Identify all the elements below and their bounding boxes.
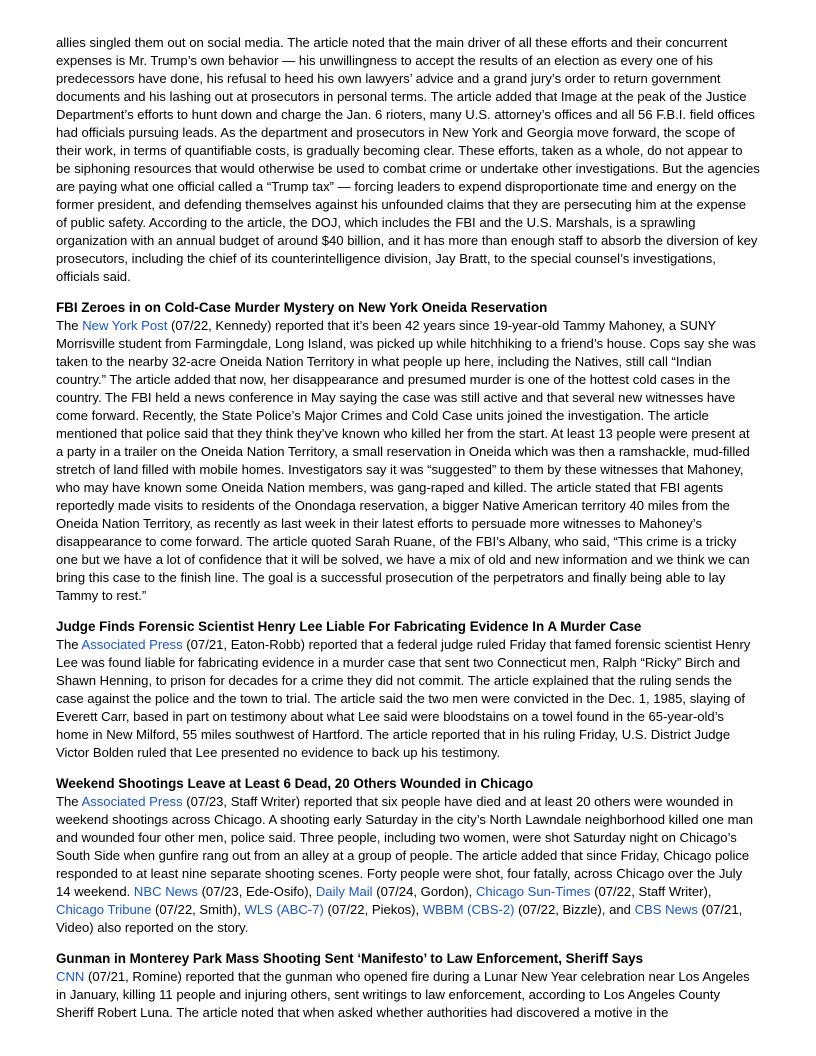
article-headline: Gunman in Monterey Park Mass Shooting Sent ‘Manifesto’ to Law Enforcement, Sheriff Says [56,951,644,966]
source-link[interactable]: Chicago Tribune [56,902,152,917]
article-text: (07/21, Romine) reported that the gunman who opened fire during a Lunar New Year celebration near Los Angeles in January, killing 11 people and injuring others, sent writings to law enforcement, according to Los Angeles County Sheriff Robert Luna. The article noted that when asked whether authorities had discovered a motive in the [56,969,750,1020]
intro-paragraph: allies singled them out on social media. The article noted that the main driver of all these efforts and their concurrent expenses is Mr. Trump’s own behavior — his unwillingness to accept the results of an election as every one of his predecessors have done, his refusal to heed his own lawyers’ advice and a grand jury’s order to return government documents and his lashing out at prosecutors in personal terms. The article added that Image at the peak of the Justice Department’s efforts to hunt down and charge the Jan. 6 rioters, many U.S. attorney’s offices and all 56 F.B.I. field offices had officials pursuing leads. As the department and prosecutors in New York and Georgia move forward, the scope of their work, in terms of quantifiable costs, is gradually becoming clear. These efforts, taken as a whole, do not appear to be siphoning resources that would otherwise be used to combat crime or undertake other investigations. But the agencies are paying what one official called a “Trump tax” — forcing leaders to expend disproportionate time and energy on the former president, and defending themselves against his unfounded claims that they are persecuting him at the expense of public safety. According to the article, the DOJ, which includes the FBI and the U.S. Marshals, is a sprawling organization with an annual budget of around $40 billion, and it has more than enough staff to absorb the diversion of key prosecutors, including the chief of its counterintelligence division, Jay Bratt, to the special counsel’s investigations, officials said. [56,35,760,284]
source-link[interactable]: Chicago Sun-Times [475,884,591,899]
article-headline: Weekend Shootings Leave at Least 6 Dead, 20 Others Wounded in Chicago [56,776,534,791]
source-link[interactable]: NBC News [133,884,198,899]
article-prefix: The [56,637,82,652]
source-link[interactable]: CBS News [634,902,698,917]
source-detail: (07/22, Bizzle), and [514,902,635,917]
article-text: (07/21, Eaton-Robb) reported that a federal judge ruled Friday that famed forensic scientist Henry Lee was found liable for fabricating evidence in a murder case that sent two Connecticut men, Ralph “Ricky” Birch and Shawn Henning, to prison for decades for a crime they did not commit. The article explained that the ruling sends the case against the police and the town to trial. The article said the two men were convicted in the Dec. 1, 1985, slaying of Everett Carr, based in part on testimony about what Lee said were bloodstains on a towel found in the 65-year-old’s home in New Milford, 55 miles southwest of Hartford. The article reported that in his ruling Friday, U.S. District Judge Victor Bolden ruled that Lee presented no evidence to back up his testimony. [56,637,751,760]
source-link[interactable]: WBBM (CBS-2) [422,902,515,917]
source-detail: (07/24, Gordon), [372,884,476,899]
article-body [56,968,760,1022]
source-link[interactable]: CNN [56,969,85,984]
source-detail: (07/22, Piekos), [323,902,423,917]
article-headline: FBI Zeroes in on Cold-Case Murder Mystery on New York Oneida Reservation [56,300,548,315]
article-text: (07/22, Kennedy) reported that it’s been 42 years since 19-year-old Tammy Mahoney, a SUNY Morrisville student from Farmingdale, Long Island, was picked up while hitchhiking to a friend’s house. Cops say she was taken to the nearby 32-acre Oneida Nation Territory in what people up here, including the Natives, still call “Indian country.” The article added that now, her disappearance and presumed murder is one of the hottest cold cases in the country. The FBI held a news conference in May saying the case was still active and that several new witnesses have come forward. Recently, the State Police’s Major Crimes and Cold Case units joined the investigation. The article mentioned that police said that they think they’ve known who killed her from the start. At least 13 people were present at a party in a trailer on the Oneida Nation Territory, a small reservation in Oneida which was then a ramshackle, mud-filled stretch of land filled with mobile homes. Investigators say it was “suggested” to them by these witnesses that Mahoney, who may have known some Oneida Nation members, was gang-raped and killed. The article stated that FBI agents reportedly made visits to residents of the Onondaga reservation, a bigger Native American territory 40 miles from the Oneida Nation Territory, as recently as last week in their latest efforts to persuade more witnesses to Mahoney’s disappearance to come forward. The article quoted Sarah Ruane, of the FBI’s Albany, who said, “This crime is a tricky one but we have a lot of confidence that it will be solved, we have a mix of old and new information and we think we can bring this case to the finish line. The goal is a successful prosecution of the perpetrators and finally being able to lay Tammy to rest.” [56,318,756,603]
article-text: (07/23, Staff Writer) reported that six people have died and at least 20 others were wounded in weekend shootings across Chicago. A shooting early Saturday in the city’s North Lawndale neighborhood killed one man and wounded four other men, police said. Three people, including two women, were shot Saturday night on Chicago’s South Side when gunfire rang out from an alley at a group of people. The article added that since Friday, Chicago police responded to at least nine separate shooting scenes. Forty people were shot, four fatally, across Chicago over the July 14 weekend. [56,794,754,899]
source-link[interactable]: Daily Mail [315,884,373,899]
article-headline: Judge Finds Forensic Scientist Henry Lee Liable For Fabricating Evidence In A Murder Case [56,619,642,634]
article-prefix: The [56,794,82,809]
source-detail: (07/22, Staff Writer), [590,884,712,899]
source-link[interactable]: Associated Press [81,794,183,809]
source-link[interactable]: Associated Press [81,637,183,652]
source-link[interactable]: WLS (ABC-7) [244,902,324,917]
source-detail: (07/21, Video) also reported on the story. [56,902,743,935]
article-prefix: The [56,318,83,333]
source-detail: (07/23, Ede-Osifo), [197,884,316,899]
article-body [56,793,760,937]
article-body [56,317,760,605]
source-detail: (07/22, Smith), [151,902,245,917]
article-body [56,636,760,762]
source-link[interactable]: New York Post [82,318,168,333]
